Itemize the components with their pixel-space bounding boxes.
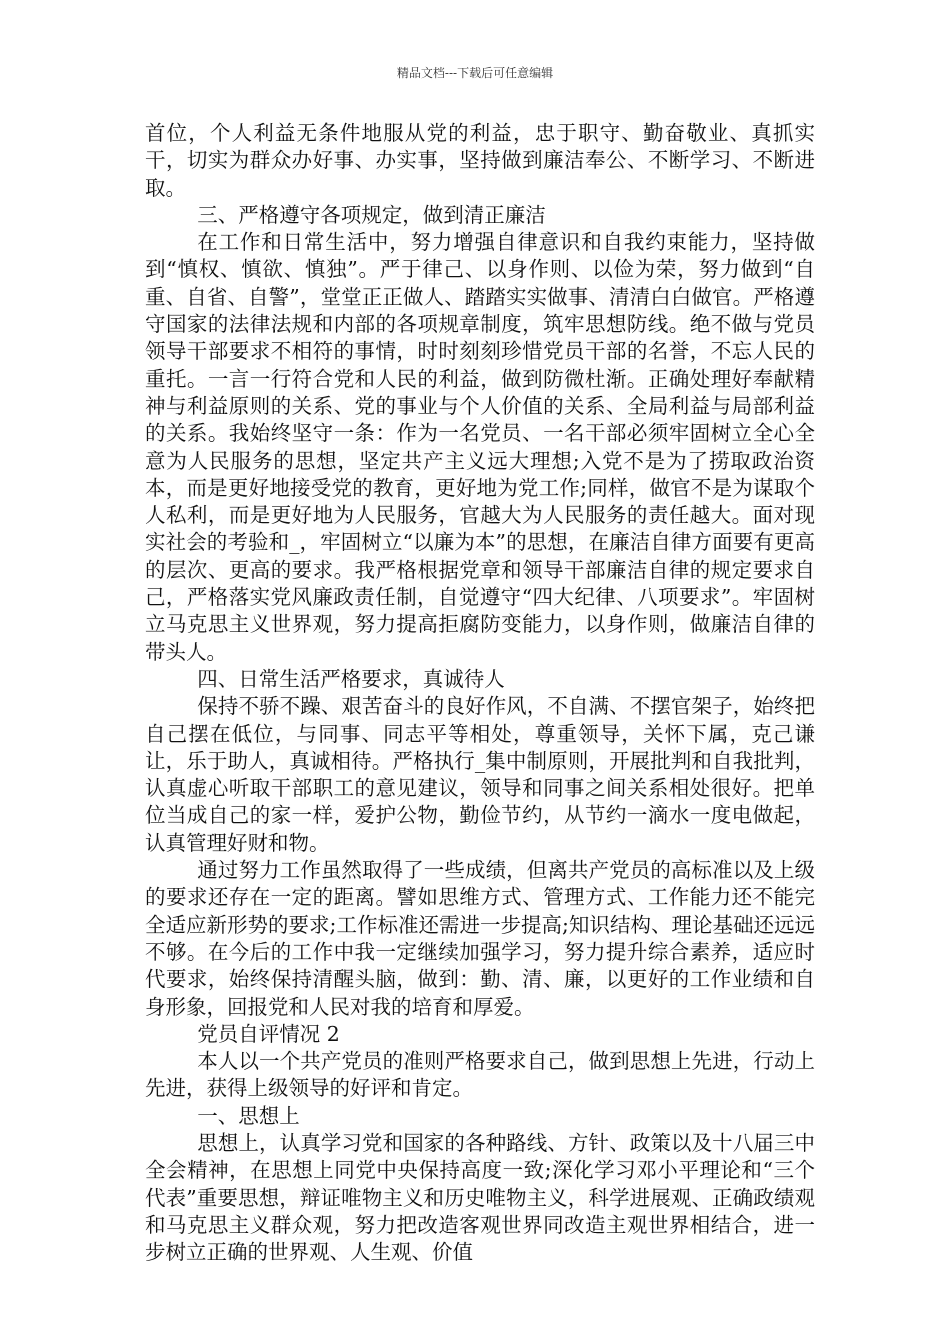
paragraph-intro: 本人以一个共产党员的准则严格要求自己，做到思想上先进，行动上先进，获得上级领导的好评和肯定。 xyxy=(145,1049,815,1101)
section-heading-4: 四、日常生活严格要求，真诚待人 xyxy=(197,666,505,691)
document-subtitle: 党员自评情况 2 xyxy=(197,1021,340,1046)
document-body xyxy=(145,120,815,1266)
section-heading-1: 一、思想上 xyxy=(197,1103,300,1128)
section-heading-3: 三、严格遵守各项规定，做到清正廉洁 xyxy=(197,202,546,227)
paragraph-integrity: 在工作和日常生活中，努力增强自律意识和自我约束能力，坚持做到“慎权、慎欲、慎独”。严于律己、以身作则、以俭为荣，努力做到“自重、自省、自警”，堂堂正正做人、踏踏实实做事、清清白白做官。严格遵守国家的法律法规和内部的各项规章制度，筑牢思想防线。绝不做与党员领导干部要求不相符的事情，时时刻刻珍惜党员干部的名誉，不忘人民的重托。一言一行符合党和人民的利益，做到防微杜渐。正确处理好奉献精神与利益原则的关系、党的事业与个人价值的关系、全局利益与局部利益的关系。我始终坚守一条：作为一名党员、一名干部必须牢固树立全心全意为人民服务的思想，坚定共产主义远大理想;入党不是为了捞取政治资本，而是更好地接受党的教育，更好地为党工作;同样，做官不是为谋取个人私利，而是更好地为人民服务，官越大为人民服务的责任越大。面对现实社会的考验和_，牢固树立“以廉为本”的思想，在廉洁自律方面要有更高的层次、更高的要求。我严格根据党章和领导干部廉洁自律的规定要求自己，严格落实党风廉政责任制，自觉遵守“四大纪律、八项要求”。牢固树立马克思主义世界观，努力提高拒腐防变能力，以身作则，做廉洁自律的带头人。 xyxy=(145,230,815,664)
page-header: 精品文档---下载后可任意编辑 xyxy=(396,66,554,80)
paragraph-continuation: 首位，个人利益无条件地服从党的利益，忠于职守、勤奋敬业、真抓实干，切实为群众办好事、办实事，坚持做到廉洁奉公、不断学习、不断进取。 xyxy=(145,121,815,200)
paragraph-thought: 思想上，认真学习党和国家的各种路线、方针、政策以及十八届三中全会精神，在思想上同党中央保持高度一致;深化学习邓小平理论和“三个代表”重要思想，辩证唯物主义和历史唯物主义，科学进展观、正确政绩观和马克思主义群众观，努力把改造客观世界同改造主观世界相结合，进一步树立正确的世界观、人生观、价值 xyxy=(145,1130,815,1265)
paragraph-daily-life: 保持不骄不躁、艰苦奋斗的良好作风，不自满、不摆官架子，始终把自己摆在低位，与同事、同志平等相处，尊重领导，关怀下属，克己谦让，乐于助人，真诚相待。严格执行_集中制原则，开展批判和自我批判，认真虚心听取干部职工的意见建议，领导和同事之间关系相处很好。把单位当成自己的家一样，爱护公物，勤俭节约，从节约一滴水一度电做起，认真管理好财和物。 xyxy=(145,694,815,855)
paragraph-summary: 通过努力工作虽然取得了一些成绩，但离共产党员的高标准以及上级的要求还存在一定的距离。譬如思维方式、管理方式、工作能力还不能完全适应新形势的要求;工作标准还需进一步提高;知识结构、理论基础还远远不够。在今后的工作中我一定继续加强学习，努力提升综合素养，适应时代要求，始终保持清醒头脑，做到：勤、清、廉，以更好的工作业绩和自身形象，回报党和人民对我的培育和厚爱。 xyxy=(145,858,815,1019)
